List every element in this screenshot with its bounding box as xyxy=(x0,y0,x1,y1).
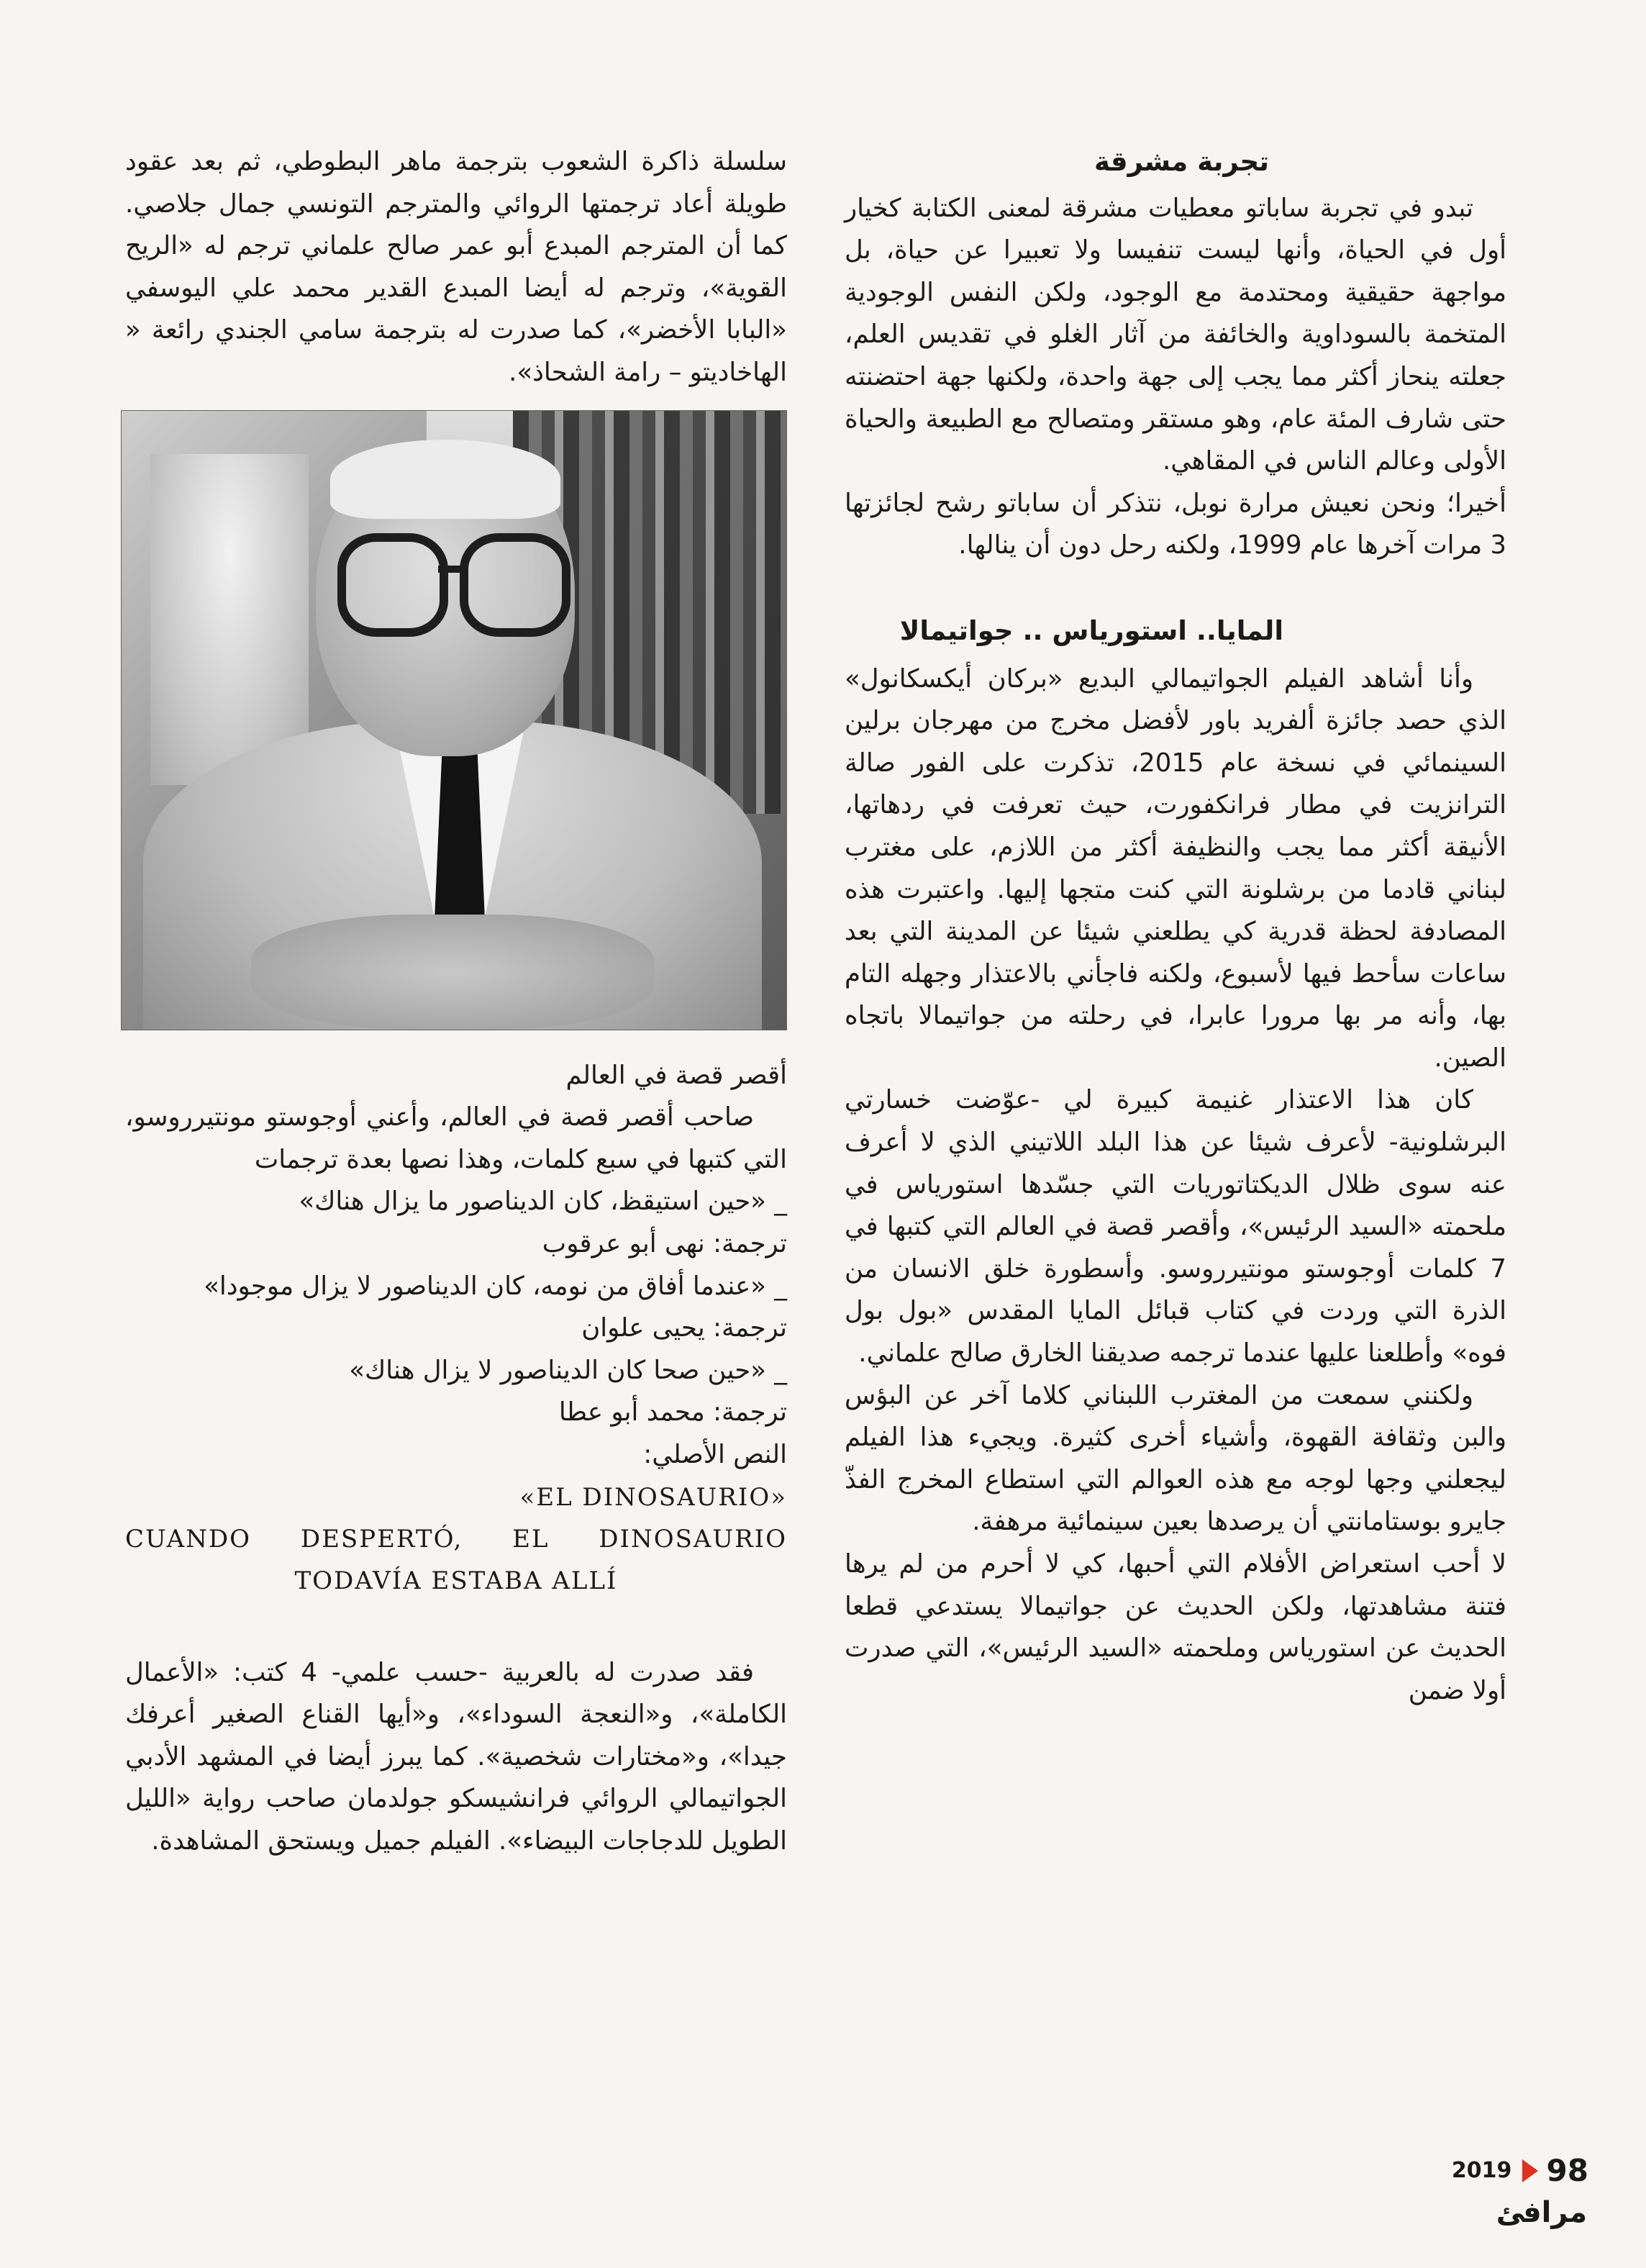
photo-background-lamp xyxy=(150,454,309,785)
translator-credit: ترجمة: نهى أبو عرقوب xyxy=(542,1228,787,1258)
paragraph: سلسلة ذاكرة الشعوب بترجمة ماهر البطوطي، ثم بعد عقود طويلة أعاد ترجمتها الروائي والمترجم التونسي جمال جلاصي. كما أن المترجم المبدع أبو عمر صالح علماني ترجم له «الريح القوية»، وترجم له أيضا المبدع القدير محمد علي اليوسفي «البابا الأخضر»، كما صدرت له بترجمة سامي الجندي رائعة « الهاخاديتو – رامة الشحاذ». xyxy=(125,147,787,387)
spacer xyxy=(125,1602,787,1652)
magazine-name: مرافئ xyxy=(1496,2196,1587,2229)
issue-year: 2019 xyxy=(1451,2158,1512,2183)
box-title: أقصر قصة في العالم xyxy=(565,1060,787,1090)
translator-credit: ترجمة: يحيى علوان xyxy=(581,1313,787,1343)
paragraph: فقد صدرت له بالعربية -حسب علمي- 4 كتب: «الأعمال الكاملة»، و«النعجة السوداء»، و«أيها القناع الصغير أعرفك جيدا»، و«مختارات شخصية». كما يبرز أيضا في المشهد الأدبي الجواتيمالي الروائي فرانشيسكو جولدمان صاحب رواية «الليل الطويل للدجاجات البيضاء». الفيلم جميل ويستحق المشاهدة. xyxy=(125,1657,787,1856)
page-number: 98 xyxy=(1546,2153,1588,2188)
paragraph: وأنا أشاهد الفيلم الجواتيمالي البديع «بركان أيكسكانول» الذي حصد جائزة ألفريد باور لأفضل مخرج من مهرجان برلين السينمائي في نسخة عام 2015، تذكرت على الفور صالة الترانزيت في مطار فرانكفورت، حيث تعرفت في ردهاتها، الأنيقة أكثر مما يجب والنظيفة أكثر من اللازم، على مغترب لبناني قادما من برشلونة التي كنت متجها إليها. واعتبرت هذه المصادفة لحظة قدرية كي يطلعني شيئا عن المدينة التي بعد ساعات سأحط فيها لأسبوع، ولكنه فاجأني بالاعتذار وجهله التام بها، وأنه مر بها مرورا عابرا، في رحلته من جواتيمالا باتجاه الصين. xyxy=(845,663,1506,1073)
translation-quote: _ «حين استيقظ، كان الديناصور ما يزال هناك» xyxy=(299,1187,787,1217)
photo-glasses-bridge xyxy=(438,566,467,573)
photo-glasses-left xyxy=(337,533,448,637)
paragraph: أخيرا؛ ونحن نعيش مرارة نوبل، نتذكر أن ساباتو رشح لجائزتها 3 مرات آخرها عام 1999، ولكنه رحل دون أن ينالها. xyxy=(845,488,1506,561)
right-column xyxy=(845,141,1506,1712)
original-title: «EL DINOSAURIO» xyxy=(519,1482,787,1512)
translator-credit: ترجمة: محمد أبو عطا xyxy=(558,1397,787,1428)
photo-hands xyxy=(251,915,654,1030)
red-triangle-icon xyxy=(1522,2159,1538,2182)
paragraph: كان هذا الاعتذار غنيمة كبيرة لي -عوّضت خسارتي البرشلونية- لأعرف شيئا عن هذا البلد اللاتيني الذي لا أعرف عنه سوى ظلال الديكتاتوريات التي جسّدها استورياس في ملحمته «السيد الرئيس»، وأقصر قصة في العالم التي كتبها في 7 كلمات أوجوستو مونتيرروسو. وأسطورة خلق الانسان من الذرة التي وردت في كتاب قبائل المايا المقدس «بول بول فوه» وأطلعنا عليها عندما ترجمه صديقنا الخارق صالح علماني. xyxy=(845,1085,1506,1369)
section-heading-bright-experience: تجربة مشرقة xyxy=(1093,146,1269,177)
paragraph: تبدو في تجربة ساباتو معطيات مشرقة لمعنى الكتابة كخيار أول في الحياة، وأنها ليست تنفيسا ولا تعبيرا عن حياة، بل مواجهة حقيقية ومحتدمة مع الوجود، ولكن النفس الوجودية المتخمة بالسوداوية والخائفة من آثار الغلو في تقديس العلم، جعلته ينحاز أكثر مما يجب إلى جهة واحدة، ولكنها جهة احتضنته حتى شارف المئة عام، وهو مستقر ومتصالح مع الطبيعة والحياة الأولى وعالم الناس في المقاهي. xyxy=(845,193,1506,476)
section-heading-maya: المايا.. استورياس .. جواتيمالا xyxy=(899,614,1283,646)
page-footer xyxy=(1452,2153,1588,2188)
photo-glasses-right xyxy=(460,533,570,637)
photo-hair xyxy=(330,440,560,519)
original-line-1: CUANDO DESPERTÓ, EL DINOSAURIO xyxy=(125,1524,787,1553)
left-column xyxy=(125,141,787,1862)
paragraph: لا أحب استعراض الأفلام التي أحبها، كي لا أحرم من لم يرها فتنة مشاهدتها، ولكن الحديث عن جواتيمالا يستدعي قطعا الحديث عن استورياس وملحمته «السيد الرئيس»، التي صدرت أولا ضمن xyxy=(845,1549,1506,1705)
box-paragraph: صاحب أقصر قصة في العالم، وأعني أوجوستو مونتيرروسو، التي كتبها في سبع كلمات، وهذا نصها بعدة ترجمات xyxy=(125,1102,787,1174)
original-line-2: TODAVÍA ESTABA ALLÍ xyxy=(294,1566,618,1595)
translation-quote: _ «عندما أفاق من نومه، كان الديناصور لا يزال موجودا» xyxy=(204,1271,787,1301)
author-portrait-photo xyxy=(121,410,787,1030)
paragraph: ولكنني سمعت من المغترب اللبناني كلاما آخر عن البؤس والبن وثقافة القهوة، وأشياء أخرى كثيرة. ويجيء هذا الفيلم ليجعلني وجها لوجه مع هذه العوالم التي استطاع المخرج الفذّ جايرو بوستامانتي أن يرصدها بعين سينمائية مرهفة. xyxy=(845,1380,1506,1537)
original-text-label: النص الأصلي: xyxy=(643,1439,787,1469)
translation-quote: _ «حين صحا كان الديناصور لا يزال هناك» xyxy=(349,1355,787,1385)
